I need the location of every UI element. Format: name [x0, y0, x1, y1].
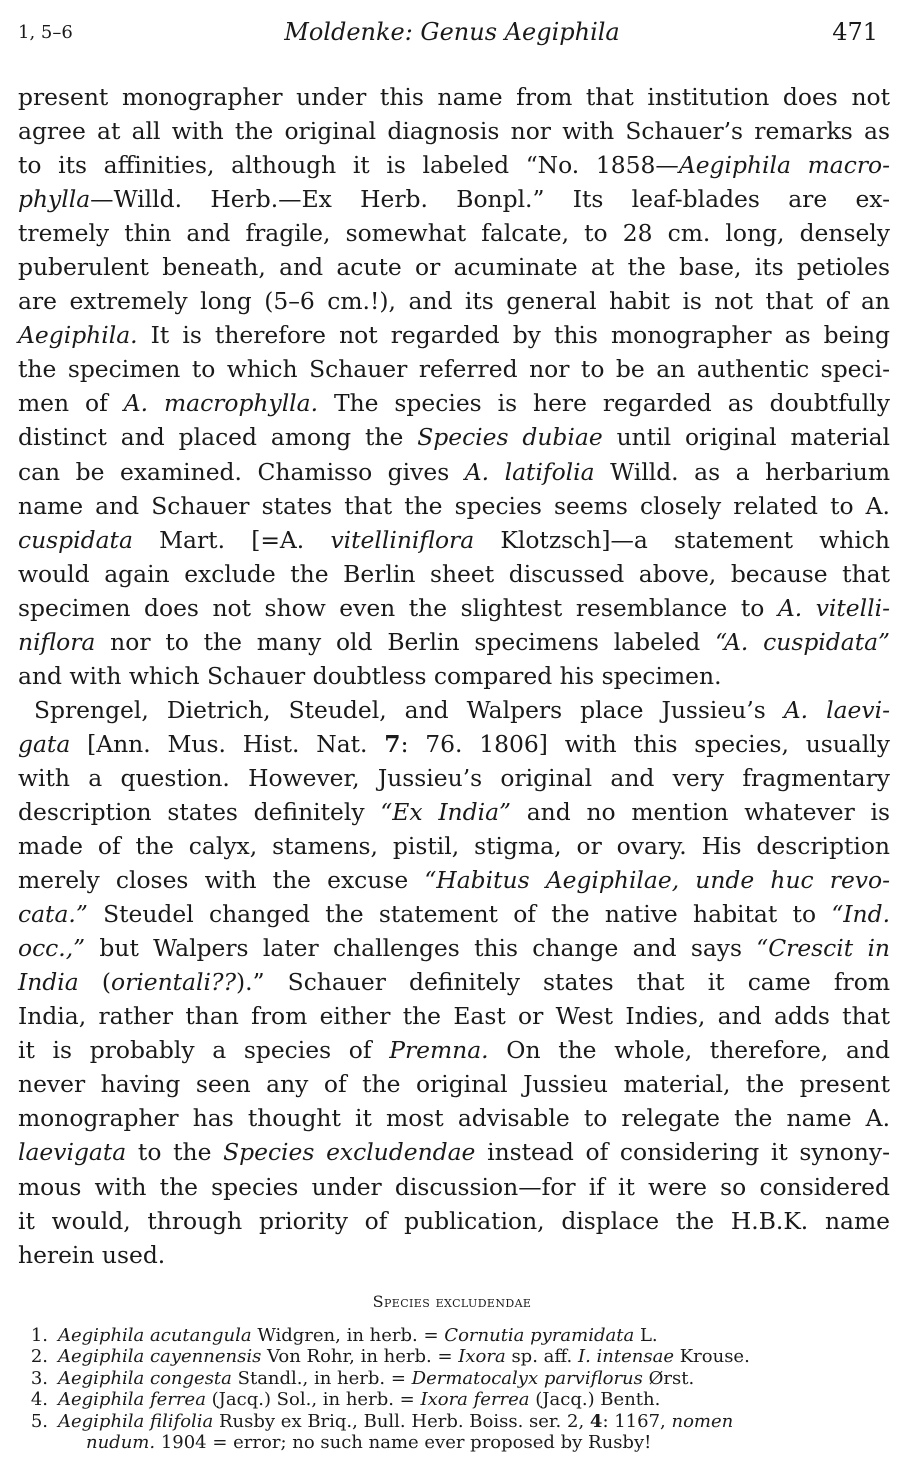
- text-line: monographer has thought it most advisable to relegate the name A.: [18, 1104, 890, 1133]
- text-line: and with which Schauer doubtless compared his specimen.: [18, 661, 722, 690]
- text-line: to its affinities, although it is labeled “No. 1858—Aegiphila macro-: [18, 151, 890, 180]
- item-number: 2.: [30, 1346, 48, 1368]
- text-line: gata [Ann. Mus. Hist. Nat. 7: 76. 1806] with this species, usually: [18, 729, 890, 758]
- running-title: Moldenke: Genus Aegiphila: [284, 18, 620, 46]
- text-line: the specimen to which Schauer referred nor to be an authentic speci-: [18, 355, 890, 384]
- text-line: India (orientali??).” Schauer definitely states that it came from: [18, 968, 890, 997]
- text-line: herein used.: [18, 1240, 166, 1269]
- text-line: would again exclude the Berlin sheet discussed above, because that: [18, 559, 890, 588]
- list-item: 2. Aegiphila cayennensis Von Rohr, in herb. = Ixora sp. aff. I. intensae Krouse.: [18, 1346, 890, 1368]
- text-line: Aegiphila. It is therefore not regarded by this monographer as being: [18, 321, 890, 350]
- text-line: tremely thin and fragile, somewhat falcate, to 28 cm. long, densely: [18, 219, 890, 248]
- text-line: description states definitely “Ex India” and no mention whatever is: [18, 797, 890, 826]
- text-line: occ.,” but Walpers later challenges this change and says “Crescit in: [18, 934, 890, 963]
- list-item: 5. Aegiphila filifolia Rusby ex Briq., Bull. Herb. Boiss. ser. 2, 4: 1167, nomen nudum. 1904 = error; no such name ever proposed by Rusby!: [18, 1411, 890, 1454]
- list-item: 4. Aegiphila ferrea (Jacq.) Sol., in herb. = Ixora ferrea (Jacq.) Benth.: [18, 1389, 890, 1411]
- page-number: 471: [832, 18, 878, 46]
- text-line: it is probably a species of Premna. On the whole, therefore, and: [18, 1036, 891, 1065]
- text-line: name and Schauer states that the species seems closely related to A.: [18, 491, 890, 520]
- text-line: niflora nor to the many old Berlin specimens labeled “A. cuspidata”: [18, 627, 890, 656]
- text-line: agree at all with the original diagnosis nor with Schauer’s remarks as: [18, 117, 890, 146]
- text-line: specimen does not show even the slightest resemblance to A. vitelli-: [18, 593, 890, 622]
- item-number: 1.: [30, 1324, 48, 1346]
- text-line: it would, through priority of publication, displace the H.B.K. name: [18, 1206, 890, 1235]
- text-line: can be examined. Chamisso gives A. latifolia Willd. as a herbarium: [18, 457, 891, 486]
- text-line: mous with the species under discussion—for if it were so considered: [18, 1172, 890, 1201]
- excluded-species-list: [18, 1325, 890, 1454]
- list-item: 3. Aegiphila congesta Standl., in herb. = Dermatocalyx parviflorus Ørst.: [18, 1368, 890, 1390]
- text-line: phylla—Willd. Herb.—Ex Herb. Bonpl.” Its leaf-blades are ex-: [18, 185, 890, 214]
- text-line: distinct and placed among the Species dubiae until original material: [18, 423, 891, 452]
- item-number: 3.: [30, 1367, 48, 1389]
- item-number: 5.: [30, 1410, 48, 1432]
- page-section-number: 1, 5–6: [18, 22, 73, 43]
- text-line: puberulent beneath, and acute or acuminate at the base, its petioles: [18, 253, 890, 282]
- text-line: are extremely long (5–6 cm.!), and its general habit is not that of an: [18, 287, 890, 316]
- text-line: laevigata to the Species excludendae instead of considering it synony-: [18, 1138, 890, 1167]
- text-line: present monographer under this name from that institution does not: [18, 83, 890, 111]
- text-line: Sprengel, Dietrich, Steudel, and Walpers place Jussieu’s A. laevi-: [34, 695, 890, 724]
- running-head: [18, 18, 886, 52]
- text-line: never having seen any of the original Jussieu material, the present: [18, 1070, 890, 1099]
- text-line: cata.” Steudel changed the statement of the native habitat to “Ind.: [18, 900, 890, 929]
- text-line: India, rather than from either the East or West Indies, and adds that: [18, 1002, 890, 1031]
- text-line: merely closes with the excuse “Habitus Aegiphilae, unde huc revo-: [18, 866, 890, 895]
- list-item-continuation: nudum. 1904 = error; no such name ever proposed by Rusby!: [86, 1432, 652, 1454]
- list-item: 1. Aegiphila acutangula Widgren, in herb. = Cornutia pyramidata L.: [18, 1325, 890, 1347]
- text-line: with a question. However, Jussieu’s original and very fragmentary: [18, 763, 890, 792]
- text-line: men of A. macrophylla. The species is here regarded as doubtfully: [18, 389, 890, 418]
- body-paragraph-2: [18, 693, 890, 1272]
- section-heading: Species excludendae: [372, 1291, 532, 1311]
- body-paragraph-1: [18, 80, 890, 693]
- text-line: made of the calyx, stamens, pistil, stigma, or ovary. His description: [18, 832, 890, 861]
- item-number: 4.: [30, 1389, 48, 1411]
- text-line: cuspidata Mart. [=A. vitelliniflora Klotzsch]—a statement which: [18, 525, 890, 554]
